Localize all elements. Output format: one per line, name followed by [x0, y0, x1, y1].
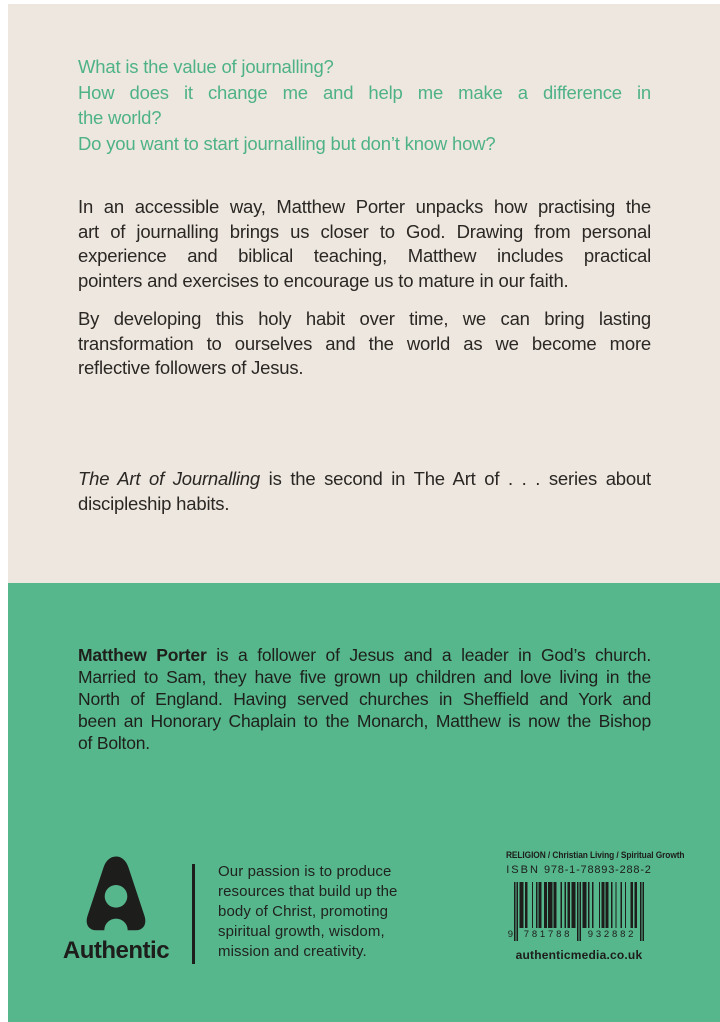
author-bio: [78, 644, 651, 754]
retail-block: [496, 850, 685, 962]
text-line: experience and biblical teaching, Matthew includes practical: [78, 245, 651, 266]
text-line: transformation to ourselves and the world as we become more: [78, 332, 651, 354]
intro-paragraph-1: [78, 195, 651, 293]
text-line: Married to Sam, they have five grown up children and love living in the: [78, 667, 651, 687]
text-line: What is the value of journalling?: [78, 56, 334, 77]
text-line: The Art of Journalling is the second in The Art of . . . series about: [78, 468, 651, 489]
questions-block: [78, 54, 651, 156]
text-line: resources that build up the: [218, 883, 398, 900]
category-label: RELIGION / Christian Living / Spiritual Growth: [505, 850, 685, 861]
text-line: body of Christ, promoting: [218, 903, 389, 920]
text-line: In an accessible way, Matthew Porter unpacks how practising the: [78, 196, 651, 217]
text-line: By developing this holy habit over time, we can bring lasting: [78, 308, 651, 329]
barcode-digit-left: 781788: [523, 929, 573, 940]
intro-block: [78, 195, 651, 381]
text-line: Do you want to start journalling but don’t know how?: [78, 132, 496, 154]
barcode-digit-lead: 9: [507, 929, 513, 940]
text-line: spiritual growth, wisdom,: [218, 923, 385, 940]
barcode-digit-right: 932882: [587, 929, 637, 940]
text-line: art of journalling brings us closer to God. Drawing from personal: [78, 220, 651, 242]
text-line: pointers and exercises to encourage us to mature in our faith.: [78, 269, 569, 291]
publisher-mission: [218, 862, 423, 962]
intro-paragraph-2: [78, 307, 651, 381]
text-line: discipleship habits.: [78, 492, 230, 514]
text-line: North of England. Having served churches in Sheffield and York and: [78, 689, 651, 709]
text-line: Our passion is to produce: [218, 863, 392, 880]
barcode: [507, 882, 644, 941]
isbn-line: [496, 864, 662, 877]
text-line: reflective followers of Jesus.: [78, 357, 304, 378]
text-line: been an Honorary Chaplain to the Monarch, Matthew is now the Bishop: [78, 711, 651, 731]
text-line: mission and creativity.: [218, 943, 367, 960]
text-line: the world?: [78, 107, 162, 128]
authentic-a-icon: [54, 853, 178, 935]
text-line: of Bolton.: [78, 733, 150, 753]
publisher-logo: [54, 853, 178, 965]
text-line: How does it change me and help me make a difference in: [78, 81, 651, 103]
isbn-label: ISBN: [506, 864, 540, 876]
isbn-value: 978-1-78893-288-2: [543, 864, 652, 876]
vertical-divider: [192, 864, 195, 964]
publisher-logo-text: Authentic: [62, 937, 170, 964]
series-note: [78, 467, 651, 516]
website-label: authenticmedia.co.uk: [515, 948, 643, 962]
text-line: Matthew Porter is a follower of Jesus and a leader in God’s church.: [78, 645, 651, 665]
cover-surface: [8, 4, 720, 1022]
